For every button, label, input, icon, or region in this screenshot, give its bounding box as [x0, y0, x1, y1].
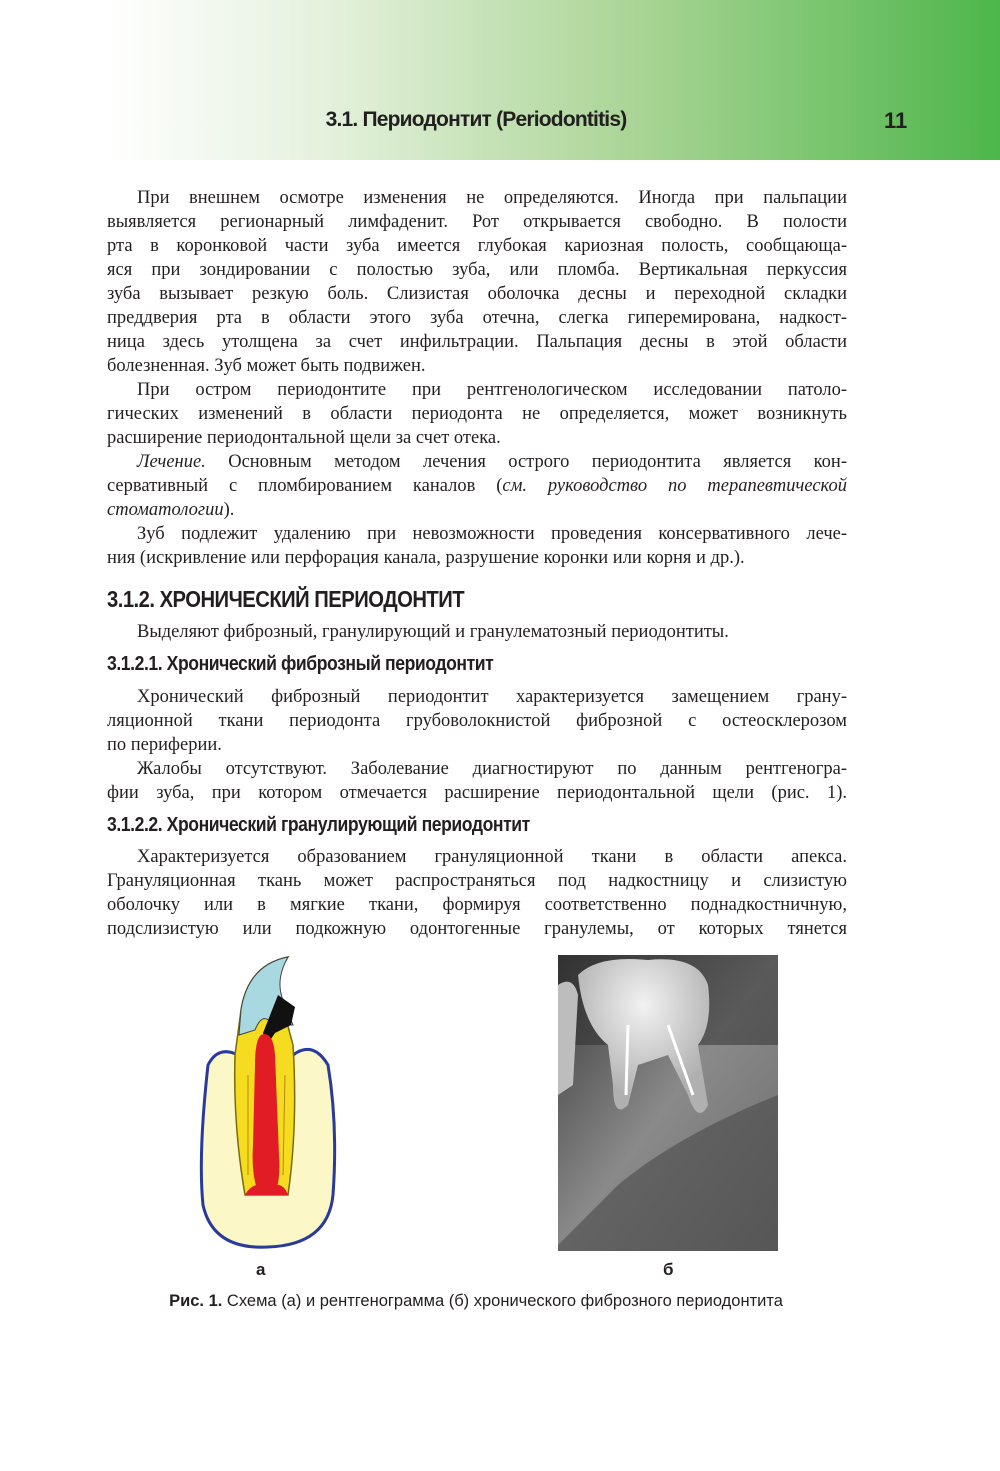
text-line: выявляется регионарный лимфаденит. Рот открывается свободно. В полости: [107, 212, 847, 232]
text-line: подслизистую или подкожную одонтогенные гранулемы, от которых тянется: [107, 919, 847, 939]
text-line: Характеризуется образованием грануляционной ткани в области апекса.: [137, 847, 847, 867]
text-line: преддверия рта в области этого зуба отечна, слегка гиперемирована, надкост-: [107, 308, 847, 328]
page-number: 11: [884, 108, 908, 133]
subsection-heading-granulating: 3.1.2.2. Хронический гранулирующий периодонтит: [107, 814, 530, 836]
text-line: по периферии.: [107, 735, 222, 755]
text-line: Зуб подлежит удалению при невозможности проведения консервативного лече-: [137, 524, 847, 544]
text-line: рта в коронковой части зуба имеется глубокая кариозная полость, сообщающа-: [107, 236, 847, 256]
text-line: гических изменений в области периодонта не определяется, может возникнуть: [107, 404, 847, 424]
section-intro: [107, 620, 847, 644]
section-heading: 3.1.2. ХРОНИЧЕСКИЙ ПЕРИОДОНТИТ: [107, 586, 465, 612]
caption-number: Рис. 1.: [169, 1292, 223, 1310]
text-line: Выделяют фиброзный, гранулирующий и гранулематозный периодонтиты.: [137, 622, 729, 642]
caption-text: Схема (а) и рентгенограмма (б) хронического фиброзного периодонтита: [222, 1292, 783, 1310]
italic-lead: Лечение.: [137, 452, 206, 472]
text-line: ляционной ткани периодонта грубоволокнистой фиброзной с остеосклерозом: [107, 711, 847, 731]
text-line: [107, 450, 847, 474]
text-line: Хронический фиброзный периодонтит характеризуется замещением грану-: [137, 687, 847, 707]
text-line: зуба вызывает резкую боль. Слизистая оболочка десны и переходной складки: [107, 284, 847, 304]
text-line: оболочку или в мягкие ткани, формируя соответственно поднадкостничную,: [107, 895, 847, 915]
text-line: яся при зондировании с полостью зуба, или пломба. Вертикальная перкуссия: [107, 260, 847, 280]
figure-label-b: б: [663, 1260, 674, 1279]
text-span: сервативный с пломбированием каналов (: [107, 476, 503, 496]
header-band: [105, 0, 1000, 160]
tooth-scheme-figure: [193, 955, 339, 1251]
figure-label-a: а: [256, 1260, 266, 1279]
text-line: При остром периодонтите при рентгенологическом исследовании патоло-: [137, 380, 847, 400]
text-line: При внешнем осмотре изменения не определяются. Иногда при пальпации: [137, 188, 847, 208]
text-line: Жалобы отсутствуют. Заболевание диагностируют по данным рентгеногра-: [137, 759, 847, 779]
paragraph-fibrous: [107, 685, 847, 805]
text-line: ния (искривление или перфорация канала, разрушение коронки или корня и др.).: [107, 548, 745, 568]
text-line: Грануляционная ткань может распространяться под надкостницу и слизистую: [107, 871, 847, 891]
xray-figure: [558, 955, 778, 1251]
text-span: ).: [223, 500, 235, 520]
text-line: болезненная. Зуб может быть подвижен.: [107, 356, 426, 376]
text-line: [107, 474, 847, 498]
figure-caption: [0, 1292, 952, 1311]
text-line: [107, 498, 847, 522]
running-title: 3.1. Периодонтит (Periodontitis): [325, 108, 627, 131]
paragraph-exam: [107, 186, 847, 570]
text-line: расширение периодонтальной щели за счет отека.: [107, 428, 501, 448]
italic-ref: см. руководство по терапевтической: [502, 476, 848, 496]
text-line: фии зуба, при котором отмечается расширение периодонтальной щели (рис. 1).: [107, 783, 847, 803]
paragraph-granulating: [107, 845, 847, 941]
text-span: Основным методом лечения острого периодонтита является кон-: [205, 452, 847, 472]
italic-ref: стоматологии: [107, 500, 224, 520]
text-line: ница здесь утолщена за счет инфильтрации. Пальпация десны в этой области: [107, 332, 847, 352]
subsection-heading-fibrous: 3.1.2.1. Хронический фиброзный периодонтит: [107, 653, 494, 675]
